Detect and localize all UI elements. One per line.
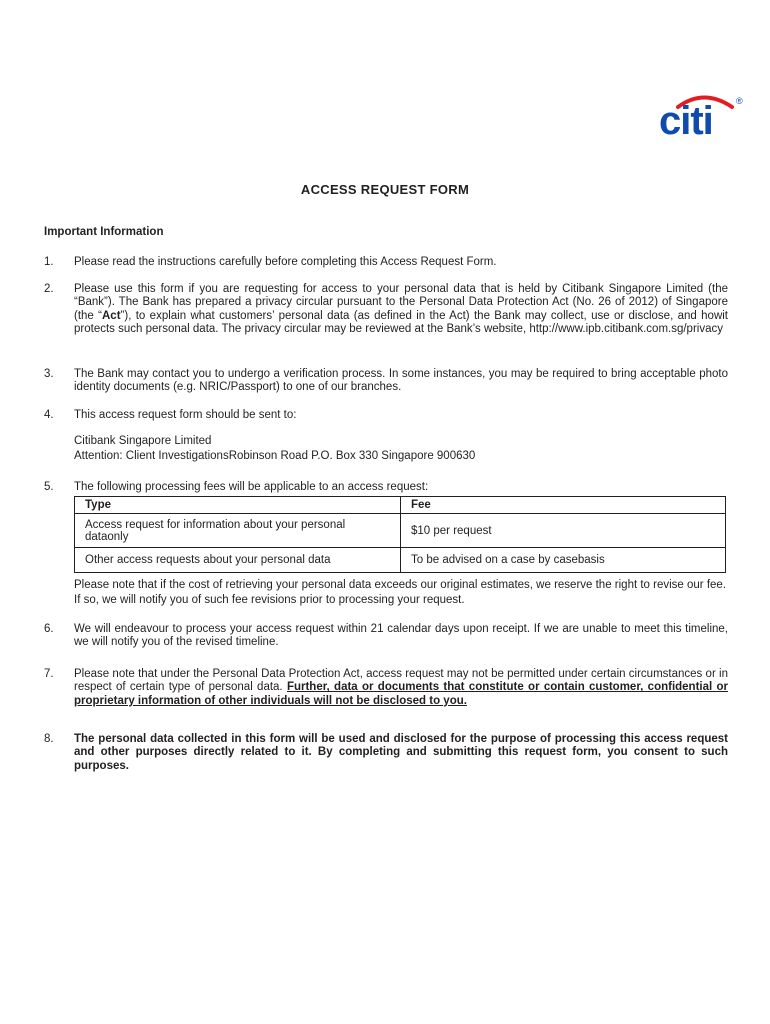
item-text: Please read the instructions carefully before completing this Access Request Form. bbox=[74, 256, 497, 268]
column-header-fee: Fee bbox=[401, 497, 726, 514]
address-line-2: Attention: Client InvestigationsRobinson Road P.O. Box 330 Singapore 900630 bbox=[74, 450, 476, 463]
address-line-1: Citibank Singapore Limited bbox=[74, 435, 212, 448]
fees-note: Please note that if the cost of retrieving your personal data exceeds our original estimates, we reserve the right to revise our fee. If so, we will notify you of such fee revisions prior to processing your request. bbox=[74, 579, 727, 606]
list-item-4 bbox=[44, 409, 728, 464]
table-cell: $10 per request bbox=[401, 514, 726, 548]
item-number: 2. bbox=[44, 283, 54, 295]
table-header-row bbox=[75, 497, 726, 514]
item-text: The following processing fees will be applicable to an access request: bbox=[74, 481, 429, 493]
item-number: 6. bbox=[44, 623, 54, 635]
disclosure-warning: Further, data or documents that constitute or contain customer, confidential or proprietary information of other individuals will not be disclosed to you. bbox=[74, 681, 728, 707]
page-title: ACCESS REQUEST FORM bbox=[300, 182, 470, 197]
list-item-1 bbox=[44, 256, 728, 269]
item-number: 3. bbox=[44, 368, 54, 380]
list-item-6 bbox=[44, 623, 728, 650]
item-number: 8. bbox=[44, 733, 54, 745]
item-number: 4. bbox=[44, 409, 54, 421]
citi-logo bbox=[656, 90, 746, 138]
list-item-5 bbox=[44, 481, 728, 494]
item-text: This access request form should be sent to: Citibank Singapore Limited Attention: Client InvestigationsRobinson Road P.O. Box 330 Singapore 900630 bbox=[74, 409, 728, 464]
item-text: We will endeavour to process your access request within 21 calendar days upon receipt. If we are unable to meet this timeline, we will notify you of the revised timeline. bbox=[74, 623, 728, 649]
list-item-3 bbox=[44, 368, 728, 395]
item-text: The Bank may contact you to undergo a verification process. In some instances, you may be required to bring acceptable photo identity documents (e.g. NRIC/Passport) to one of our branches. bbox=[74, 368, 728, 394]
column-header-type: Type bbox=[75, 497, 401, 514]
table-row bbox=[75, 548, 726, 573]
list-item-7 bbox=[44, 668, 728, 708]
table-cell: Access request for information about your personal dataonly bbox=[75, 514, 401, 548]
item-number: 7. bbox=[44, 668, 54, 680]
important-info-heading: Important Information bbox=[44, 226, 164, 238]
item-text: Please note that under the Personal Data Protection Act, access request may not be permitted under certain circumstances or in respect of certain type of personal data. Further, data or documents that constitute or contain customer, confidential or proprietary information of other individuals will not be disclosed to you. bbox=[74, 668, 728, 707]
table-row bbox=[75, 514, 726, 548]
item-number: 5. bbox=[44, 481, 54, 493]
citi-logo-text: citi bbox=[659, 99, 713, 138]
item-text: The personal data collected in this form will be used and disclosed for the purpose of processing this access request and other purposes directly related to it. By completing and submitting this request form, you consent to such purposes. bbox=[74, 733, 728, 772]
fees-table bbox=[74, 496, 726, 573]
mailing-address bbox=[74, 434, 728, 464]
list-item-8 bbox=[44, 733, 728, 773]
citi-logo-registered: ® bbox=[736, 96, 743, 106]
table-cell: To be advised on a case by casebasis bbox=[401, 548, 726, 573]
item-text: Please use this form if you are requesting for access to your personal data that is held by Citibank Singapore Limited (the “Bank”). The Bank has prepared a privacy circular pursuant to the Personal Data Protection Act (No. 26 of 2012) of Singapore (the “Act”), to explain what customers’ personal data (as defined in the Act) the Bank may collect, use or disclose, and howit protects such personal data. The privacy circular may be reviewed at the Bank’s website, http://www.ipb.citibank.com.sg/privacy bbox=[74, 283, 728, 336]
item-number: 1. bbox=[44, 256, 54, 268]
list-item-2 bbox=[44, 283, 728, 337]
table-cell: Other access requests about your personal data bbox=[75, 548, 401, 573]
